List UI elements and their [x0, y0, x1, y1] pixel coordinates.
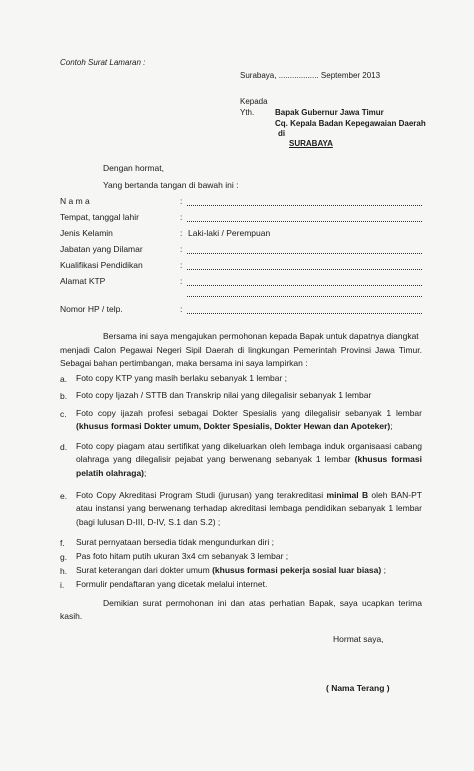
recipient-line1: Bapak Gubernur Jawa Timur [275, 108, 384, 117]
field-label: N a m a [60, 196, 90, 206]
list-item: Foto Copy Akreditasi Program Studi (jurusan) yang terakreditasi minimal B oleh BAN-PT atau instansi yang berwenang terhadap akreditasi lembaga pendidikan sebanyak 1 lembar (bagi lulusan D-III, D-IV, S.1 dan S.2) ; [76, 490, 422, 527]
recipient-line2: Cq. Kepala Badan Kepegawaian Daerah [275, 119, 426, 128]
place-date: Surabaya, .................. September 2013 [240, 71, 381, 80]
list-item: Surat pernyataan bersedia tidak mengundurkan diri ; [76, 537, 274, 547]
field-label: Tempat, tanggal lahir [60, 212, 139, 222]
signatory-name: ( Nama Terang ) [326, 683, 390, 693]
list-item-label: h. [60, 566, 68, 576]
body-paragraph-first-line: Bersama ini saya mengajukan permohonan kepada Bapak untuk dapatnya diangkat [103, 331, 419, 341]
list-item: Foto copy ijazah profesi sebagai Dokter Spesialis yang dilegalisir sebanyak 1 lembar (khusus formasi Dokter umum, Dokter Spesialis, Dokter Hewan dan Apoteker); [76, 408, 422, 432]
field-blank-line [187, 296, 422, 297]
intro-line: Yang bertanda tangan di bawah ini : [103, 180, 239, 190]
sample-title: Contoh Surat Lamaran : [60, 58, 146, 67]
body-paragraph: menjadi Calon Pegawai Negeri Sipil Daerah di lingkungan Pemerintah Provinsi Jawa Timur. Sebagai bahan pertimbangan, maka bersama ini saya lampirkan : [60, 345, 422, 369]
field-label: Alamat KTP [60, 276, 106, 286]
field-colon: : [180, 244, 183, 254]
field-blank-line [187, 221, 422, 222]
list-item-label: e. [60, 491, 68, 501]
field-blank-line [187, 205, 422, 206]
field-colon: : [180, 260, 183, 270]
list-item-label: g. [60, 552, 68, 562]
list-item: Pas foto hitam putih ukuran 3x4 cm sebanyak 3 lembar ; [76, 551, 289, 561]
field-colon: : [180, 228, 183, 238]
recipient-city: SURABAYA [289, 139, 333, 148]
list-item: Foto copy piagam atau sertifikat yang dikeluarkan oleh lembaga induk organisaasi cabang olahraga yang dilegalisir pejabat yang berwenang sebanyak 1 lembar (khusus formasi pelatih olahraga); [76, 441, 422, 478]
recipient-yth: Yth. [240, 108, 255, 117]
list-item-label: a. [60, 374, 68, 384]
recipient-kepada: Kepada [240, 97, 268, 106]
list-item: Foto copy KTP yang masih berlaku sebanyak 1 lembar ; [76, 373, 288, 383]
list-item: Formulir pendaftaran yang dicetak melalui internet. [76, 579, 268, 589]
field-value: Laki-laki / Perempuan [188, 228, 271, 238]
regards: Hormat saya, [333, 634, 384, 644]
field-label: Nomor HP / telp. [60, 304, 123, 314]
list-item-label: d. [60, 442, 68, 452]
list-item-label: c. [60, 409, 67, 419]
field-blank-line [187, 253, 422, 254]
field-blank-line [187, 313, 422, 314]
field-blank-line [187, 285, 422, 286]
field-colon: : [180, 304, 183, 314]
closing-paragraph: Demikian surat permohonan ini dan atas perhatian Bapak, saya ucapkan terima kasih. [60, 598, 422, 622]
list-item-label: b. [60, 391, 68, 401]
field-colon: : [180, 196, 183, 206]
greeting: Dengan hormat, [103, 163, 164, 173]
field-colon: : [180, 276, 183, 286]
list-item-label: i. [60, 580, 65, 590]
field-label: Jabatan yang Dilamar [60, 244, 143, 254]
field-colon: : [180, 212, 183, 222]
list-item: Foto copy Ijazah / STTB dan Transkrip nilai yang dilegalisir sebanyak 1 lembar [76, 390, 372, 400]
field-label: Kualifikasi Pendidikan [60, 260, 143, 270]
field-blank-line [187, 269, 422, 270]
list-item-label: f. [60, 538, 65, 548]
field-label: Jenis Kelamin [60, 228, 113, 238]
list-item: Surat keterangan dari dokter umum (khusus formasi pekerja sosial luar biasa) ; [76, 565, 386, 575]
recipient-di: di [278, 129, 286, 138]
